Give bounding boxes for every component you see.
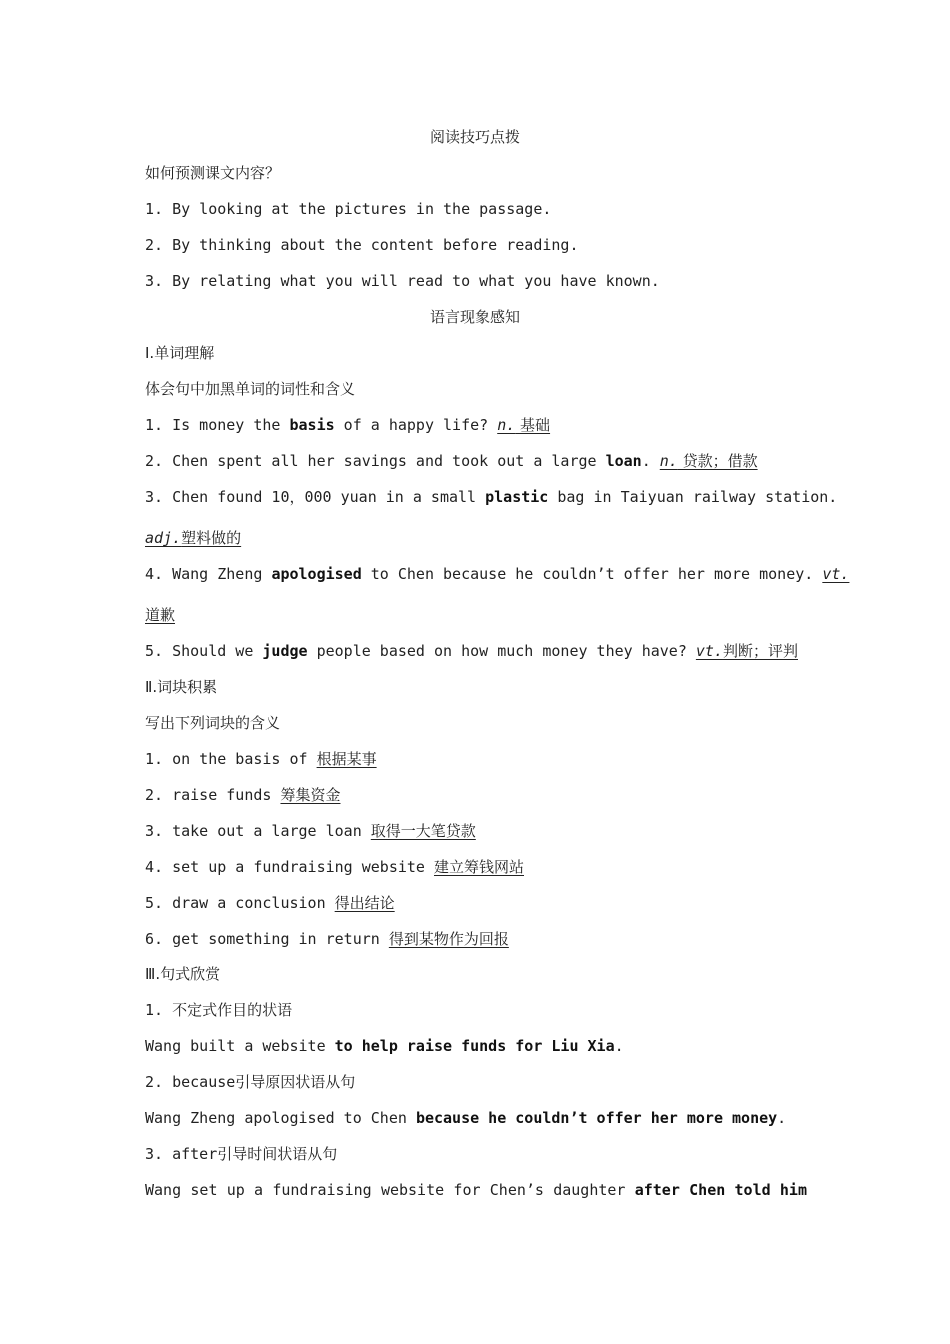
bold-word: loan [605, 452, 642, 470]
example-sentence [145, 1108, 807, 1128]
vocab-answer [145, 528, 807, 548]
phrase-meaning: 取得一大笔贷款 [370, 822, 476, 840]
section-instruction: 体会句中加黑单词的词性和含义 [145, 380, 356, 398]
sentence-text: 3. Chen found 10，000 yuan in a small [145, 488, 486, 506]
sentence-text: . [777, 1109, 787, 1127]
part-of-speech: adj. [145, 529, 182, 547]
sentence-text: 1. Is money the [145, 416, 290, 434]
phrase-meaning: 得出结论 [334, 894, 395, 912]
sentence-text: bag in Taiyuan railway station. [548, 488, 838, 506]
section-instruction: 写出下列词块的含义 [145, 714, 281, 732]
section-title-words: Ⅰ.单词理解 [145, 344, 215, 362]
phrase-text: 5. draw a conclusion [145, 894, 335, 912]
phrase-item [145, 857, 807, 877]
sentence-pattern-label: 2. because引导原因状语从句 [145, 1073, 356, 1091]
sentence-text: 5. Should we [145, 642, 263, 660]
bold-word: apologised [271, 565, 362, 583]
example-sentence [145, 1036, 807, 1056]
sentence-text: people based on how much money they have? [307, 642, 696, 660]
example-sentence [145, 1180, 807, 1200]
vocab-item [145, 451, 807, 471]
phrase-text: 6. get something in return [145, 930, 389, 948]
bold-clause: to help raise funds for Liu Xia [334, 1037, 615, 1055]
vocab-item [145, 415, 807, 435]
sentence-text: Wang set up a fundraising website for Chen’s daughter [145, 1181, 635, 1199]
section-title-phrases: Ⅱ.词块积累 [145, 678, 218, 696]
phrase-text: 4. set up a fundraising website [145, 858, 434, 876]
part-of-speech: n. [497, 416, 516, 434]
word-meaning: 道歉 [145, 606, 176, 624]
bold-word: plastic [485, 488, 549, 506]
phrase-item [145, 893, 807, 913]
phrase-meaning: 建立筹钱网站 [433, 858, 524, 876]
sentence-pattern-label: 3. after引导时间状语从句 [145, 1145, 338, 1163]
sentence-text: of a happy life? [334, 416, 498, 434]
bold-word: judge [262, 642, 308, 660]
vocab-answer [145, 605, 807, 625]
phrase-item [145, 785, 807, 805]
phrase-item [145, 929, 807, 949]
section-title-sentences: Ⅲ.句式欣赏 [145, 965, 221, 983]
bold-word: basis [289, 416, 335, 434]
phrase-meaning: 根据某事 [316, 750, 377, 768]
vocab-item [145, 641, 807, 661]
tip-item: 1. By looking at the pictures in the passage. [145, 200, 552, 218]
sentence-text: to Chen because he couldn’t offer her more money. [361, 565, 823, 583]
sentence-pattern-label: 1. 不定式作目的状语 [145, 1001, 293, 1019]
word-meaning: 贷款；借款 [677, 452, 758, 470]
phrase-text: 3. take out a large loan [145, 822, 371, 840]
word-meaning: 判断；评判 [722, 642, 798, 660]
sentence-text: Wang built a website [145, 1037, 335, 1055]
phrase-text: 2. raise funds [145, 786, 281, 804]
sentence-text: Wang Zheng apologised to Chen [145, 1109, 416, 1127]
sentence-text: 2. Chen spent all her savings and took out a large [145, 452, 606, 470]
tip-item: 3. By relating what you will read to what you have known. [145, 272, 660, 290]
sentence-text: 4. Wang Zheng [145, 565, 272, 583]
phrase-meaning: 筹集资金 [280, 786, 341, 804]
bold-clause: because he couldn’t offer her more money [415, 1109, 778, 1127]
phrase-meaning: 得到某物作为回报 [388, 930, 509, 948]
part-of-speech: vt. [822, 565, 850, 583]
phrase-text: 1. on the basis of [145, 750, 317, 768]
sentence-text: . [614, 1037, 624, 1055]
part-of-speech: vt. [695, 642, 723, 660]
vocab-item [145, 564, 850, 584]
heading-reading-skills: 阅读技巧点拨 [429, 128, 520, 146]
sentence-text: . [641, 452, 660, 470]
tip-item: 2. By thinking about the content before reading. [145, 236, 579, 254]
word-meaning: 塑料做的 [181, 529, 242, 547]
part-of-speech: n. [659, 452, 678, 470]
phrase-item [145, 821, 807, 841]
heading-language-phenomena: 语言现象感知 [429, 308, 520, 326]
word-meaning: 基础 [515, 416, 551, 434]
question-text: 如何预测课文内容？ [145, 164, 281, 182]
bold-clause: after Chen told him [634, 1181, 807, 1199]
vocab-item [145, 487, 838, 507]
phrase-item [145, 749, 807, 769]
